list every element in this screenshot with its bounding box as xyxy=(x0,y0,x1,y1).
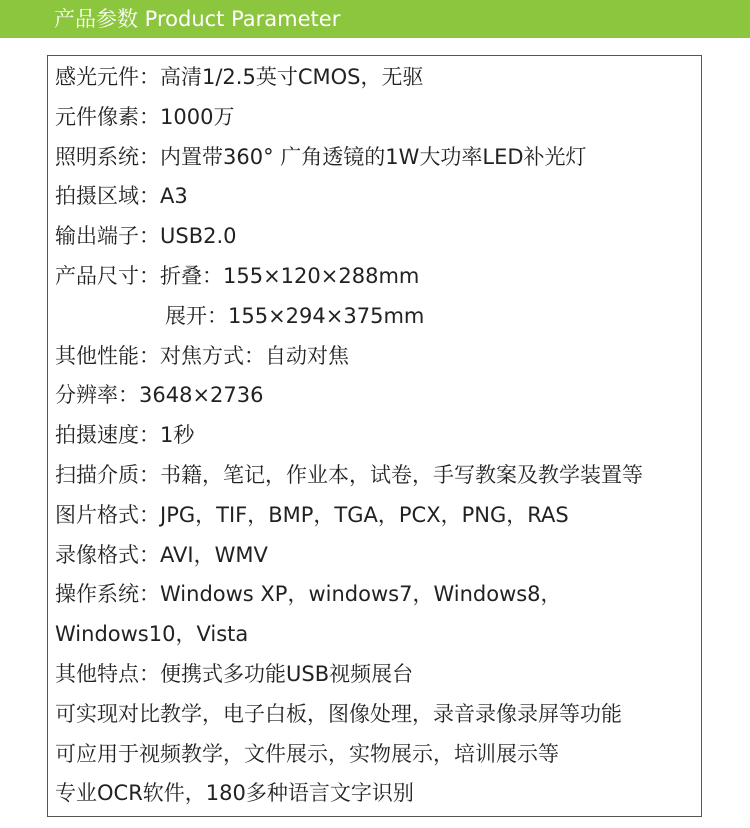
spec-line-text: 拍摄速度：1秒 xyxy=(55,423,195,448)
spec-line-text: 录像格式：AVI，WMV xyxy=(55,542,268,567)
spec-line xyxy=(55,255,695,295)
spec-line-text: 照明系统：内置带360° 广角透镜的1W大功率LED补光灯 xyxy=(55,144,587,169)
spec-line-text: 分辨率：3648×2736 xyxy=(55,383,264,408)
spec-line xyxy=(55,56,695,96)
spec-line xyxy=(55,335,695,375)
spec-line xyxy=(55,414,695,454)
spec-line xyxy=(55,693,695,733)
spec-line xyxy=(55,733,695,773)
spec-line-text: 扫描介质：书籍，笔记，作业本，试卷，手写教案及教学装置等 xyxy=(55,462,643,487)
spec-line xyxy=(55,136,695,176)
spec-line xyxy=(55,653,695,693)
spec-line xyxy=(55,374,695,414)
spec-line-text: 输出端子：USB2.0 xyxy=(55,224,237,249)
spec-line xyxy=(55,96,695,136)
spec-line-text: 可实现对比教学，电子白板，图像处理，录音录像录屏等功能 xyxy=(55,701,622,726)
spec-line-text: 操作系统：Windows XP，windows7，Windows8， xyxy=(55,582,562,607)
spec-table xyxy=(47,55,702,817)
header-bar xyxy=(0,0,750,38)
spec-list xyxy=(55,56,695,812)
spec-line-text: 展开：155×294×375mm xyxy=(165,303,425,328)
spec-line-text: 元件像素：1000万 xyxy=(55,104,235,129)
spec-line xyxy=(55,175,695,215)
spec-line xyxy=(55,494,695,534)
spec-line xyxy=(55,772,695,812)
spec-line xyxy=(55,295,695,335)
spec-line xyxy=(55,215,695,255)
spec-line-text: 其他特点：便携式多功能USB视频展台 xyxy=(55,661,414,686)
section-title: 产品参数 Product Parameter xyxy=(54,7,341,31)
spec-line xyxy=(55,573,695,613)
spec-line-text: 图片格式：JPG，TIF，BMP，TGA，PCX，PNG，RAS xyxy=(55,502,569,527)
spec-line-text: 感光元件：高清1/2.5英寸CMOS，无驱 xyxy=(55,65,424,89)
spec-line-text: 可应用于视频教学，文件展示，实物展示，培训展示等 xyxy=(55,741,559,766)
spec-line-text: Windows10，Vista xyxy=(55,622,249,647)
spec-line-text: 拍摄区域：A3 xyxy=(55,184,188,209)
spec-line-text: 产品尺寸：折叠：155×120×288mm xyxy=(55,263,420,288)
spec-line-text: 专业OCR软件，180多种语言文字识别 xyxy=(55,781,414,806)
spec-line xyxy=(55,534,695,574)
spec-line-text: 其他性能：对焦方式：自动对焦 xyxy=(55,343,349,368)
spec-line xyxy=(55,613,695,653)
spec-line xyxy=(55,454,695,494)
